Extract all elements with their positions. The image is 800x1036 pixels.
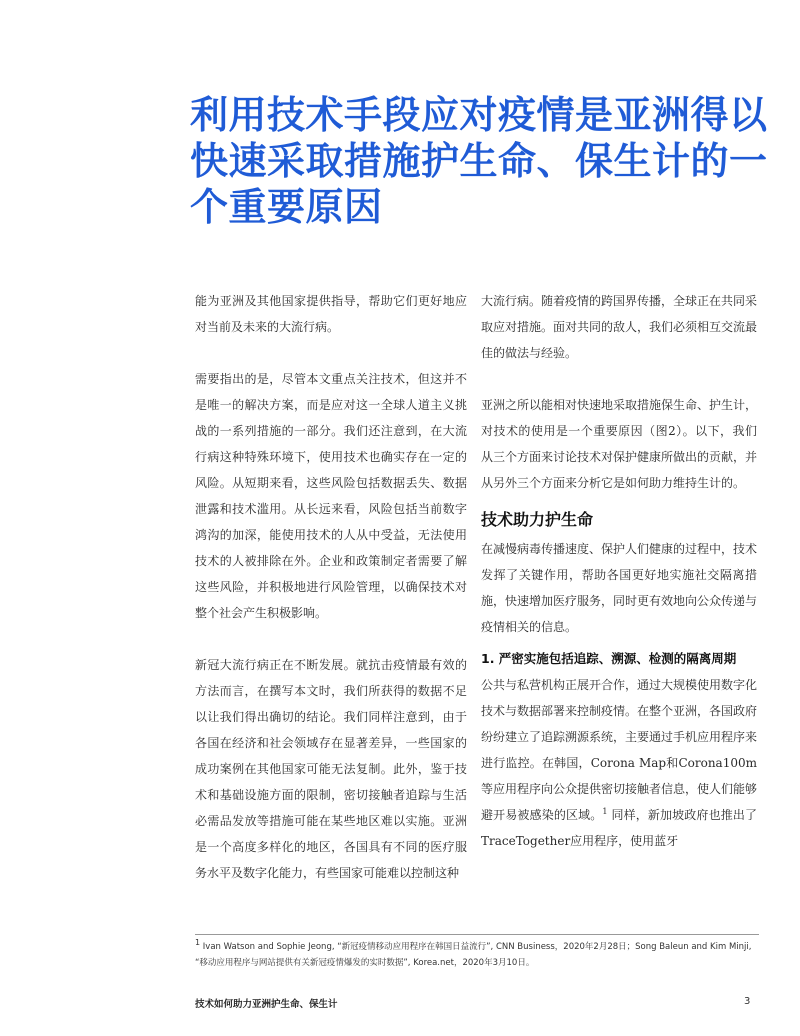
- right-paragraph-2: 亚洲之所以能相对快速地采取措施保生命、护生计，对技术的使用是一个重要原因（图2）。以下，我们从三个方面来讨论技术对保护健康所做出的贡献，并从另外三个方面来分析它是如何助力维持生计的。: [481, 398, 758, 490]
- subsection-heading: 1. 严密实施包括追踪、溯源、检测的隔离周期: [481, 651, 737, 666]
- footnote-divider: [195, 934, 759, 935]
- footer-title: 技术如何助力亚洲护生命、保生计: [195, 999, 338, 1010]
- section-heading: 技术助力护生命: [481, 510, 594, 529]
- right-paragraph-3: 在减慢病毒传播速度、保护人们健康的过程中，技术发挥了关键作用，帮助各国更好地实施社交隔离措施，快速增加医疗服务，同时更有效地向公众传递与疫情相关的信息。: [481, 542, 758, 634]
- right-paragraph-1: 大流行病。随着疫情的跨国界传播，全球正在共同采取应对措施。面对共同的敌人，我们必须相互交流最佳的做法与经验。: [481, 294, 758, 360]
- left-paragraph-2: 需要指出的是，尽管本文重点关注技术，但这并不是唯一的解决方案，而是应对这一全球人道主义挑战的一系列措施的一部分。我们还注意到，在大流行病这种特殊环境下，使用技术也确实存在一定的风险。从短期来看，这些风险包括数据丢失、数据泄露和技术滥用。从长远来看，风险包括当前数字鸿沟的加深，能使用技术的人从中受益，无法使用技术的人被排除在外。企业和政策制定者需要了解这些风险，并积极地进行风险管理，以确保技术对整个社会产生积极影响。: [195, 372, 467, 620]
- footnote-marker: 1: [195, 938, 201, 948]
- right-paragraph-4: [481, 672, 757, 854]
- left-paragraph-3: 新冠大流行病正在不断发展。就抗击疫情最有效的方法而言，在撰写本文时，我们所获得的数据不足以让我们得出确切的结论。我们同样注意到，由于各国在经济和社会领域存在显著差异，一些国家的成功案例在其他国家可能无法复制。此外，鉴于技术和基础设施方面的限制，密切接触者追踪与生活必需品发放等措施可能在某些地区难以实施。亚洲是一个高度多样化的地区，各国具有不同的医疗服务水平及数字化能力，有些国家可能难以控制这种: [195, 658, 467, 880]
- right-column: [481, 288, 757, 854]
- left-column: [195, 288, 467, 886]
- page-number: 3: [744, 996, 751, 1007]
- right-paragraph-4-text-b: 同样，新加坡政府也推出了TraceTogether应用程序，使用蓝牙: [481, 808, 757, 848]
- page-title: 利用技术手段应对疫情是亚洲得以快速采取措施护生命、保生计的一个重要原因: [190, 93, 768, 229]
- footnote-reference[interactable]: 1: [602, 807, 608, 816]
- footnote-text: Ivan Watson and Sophie Jeong, “新冠疫情移动应用程序在韩国日益流行”, CNN Business，2020年2月28日；Song Baleun and Kim Minji, “移动应用程序与网站提供有关新冠疫情爆发的实时数据”, Korea.net，2020年3月10日。: [195, 942, 752, 968]
- footnote: [195, 939, 759, 971]
- left-paragraph-1: 能为亚洲及其他国家提供指导，帮助它们更好地应对当前及未来的大流行病。: [195, 294, 467, 334]
- right-paragraph-4-text-a: 公共与私营机构正展开合作，通过大规模使用数字化技术与数据部署来控制疫情。在整个亚洲，各国政府纷纷建立了追踪溯源系统，主要通过手机应用程序来进行监控。在韩国，Corona Map和Corona100m等应用程序向公众提供密切接触者信息，使人们能够避开易被感染的区域。: [481, 678, 758, 822]
